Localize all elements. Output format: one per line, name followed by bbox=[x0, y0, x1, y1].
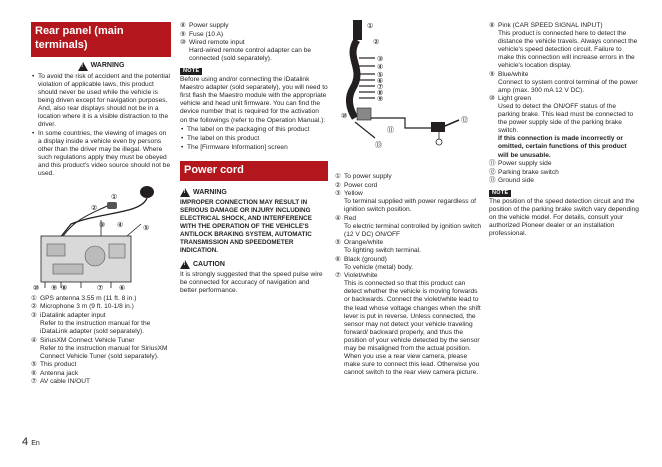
list-item: • The label on the packaging of this product bbox=[180, 126, 328, 134]
rear-panel-column bbox=[31, 22, 171, 387]
diagram-label: ⑩ bbox=[341, 113, 348, 120]
rear-panel-warning-title: ! WARNING bbox=[31, 62, 171, 71]
diagram-label: ⑤ bbox=[143, 224, 150, 232]
list-item: • The [Firmware Information] screen bbox=[180, 144, 328, 152]
list-item: • The label on this product bbox=[180, 135, 328, 143]
note-text: Before using and/or connecting the iDatalink Maestro adapter (sold separately), you will need to first flash the Maestro module with the appropriate vehicle and head unit firmware. You can find the device number that is required for the activation on the followings (refer to the Operation Manual.): bbox=[180, 76, 328, 124]
gps-antenna-shape bbox=[140, 186, 154, 198]
diagram-label: ⑥ bbox=[119, 284, 126, 292]
list-item: ⑥ Antenna jack bbox=[31, 369, 79, 377]
rear-panel-diagram bbox=[31, 184, 171, 292]
list-item: ⑤ This product bbox=[31, 361, 77, 369]
diagram-label: ⑤ bbox=[377, 72, 384, 79]
page-number: 4 En bbox=[22, 436, 40, 448]
diagram-label: ① bbox=[111, 193, 118, 201]
wire-legend-column-2 bbox=[489, 22, 639, 239]
power-cord-wiring-diagram bbox=[335, 18, 485, 168]
list-item: ⑪ Power supply side bbox=[489, 160, 552, 168]
list-item: ⑥ Black (ground) To vehicle (metal) body. bbox=[335, 255, 414, 271]
note-badge: NOTE bbox=[180, 68, 202, 76]
list-item: ⑫ Parking brake switch bbox=[489, 168, 559, 176]
diagram-label: ④ bbox=[117, 221, 124, 229]
notes-column bbox=[180, 22, 328, 297]
wire-legend bbox=[335, 173, 485, 377]
list-item: ⑧ Pink (CAR SPEED SIGNAL INPUT) This product is connected here to detect the distance the vehicle travels. Always connect the vehicle's speed detection circuit. Failure to make this connection will increase errors in the vehicle's location display. bbox=[489, 22, 638, 70]
diagram-label: ⑨ bbox=[377, 96, 384, 103]
list-item: ⑩ Light green Used to detect the ON/OFF status of the parking brake. This lead must be connected to the power supply side of the parking brake switch. If this connection is made incorrectly or omitted, certain functions of this product will be unusable. bbox=[489, 95, 634, 159]
rear-panel-warning-list bbox=[31, 73, 171, 178]
diagram-label: ③ bbox=[377, 56, 384, 63]
diagram-label: ⑦ bbox=[377, 84, 384, 91]
list-item: ⑤ Orange/white To lighting switch terminal. bbox=[335, 239, 421, 255]
diagram-label: ② bbox=[373, 39, 380, 46]
diagram-label: ③ bbox=[99, 221, 106, 229]
note-bullet-list bbox=[180, 126, 328, 152]
caution-title: ! CAUTION bbox=[180, 260, 328, 269]
diagram-label: ② bbox=[91, 204, 98, 212]
diagram-label: ⑧ bbox=[377, 90, 384, 97]
list-item: ③ iDatalink adapter input Refer to the instruction manual for the iDataLink adapter (sold separately). bbox=[31, 311, 151, 336]
diagram-label: ⑫ bbox=[461, 117, 468, 124]
diagram-label: ⑥ bbox=[377, 78, 384, 85]
microphone-shape bbox=[107, 202, 117, 209]
wire-legend-cont bbox=[489, 22, 639, 185]
caution-icon bbox=[180, 260, 190, 269]
list-item: ③ Yellow To terminal supplied with power regardless of ignition switch position. bbox=[335, 190, 476, 214]
wire-legend-column bbox=[335, 173, 485, 377]
list-item: ⑨ Fuse (10 A) bbox=[180, 30, 224, 38]
list-item: ⑦ Violet/white This is connected so that this product can detect whether the vehicle is moving forwards or backwards. Connect the violet/white lead to the lead whose voltage changes when the shift lever is put in reverse. Unless connected, the sensor may not detect your vehicle traveling forward/ backward properly, and thus the position of your vehicle detected by the sensor may be misaligned from the actual position. When you use a rear view camera, please make sure to connect this lead. Otherwise you cannot switch to the rear view camera picture. bbox=[335, 272, 481, 376]
caution-text: It is strongly suggested that the speed pulse wire be connected for accuracy of navigation and better performance. bbox=[180, 271, 323, 295]
list-item: ⑬ Ground side bbox=[489, 177, 534, 185]
note-text: The position of the speed detection circuit and the position of the parking brake switch vary depending on the vehicle model. For details, consult your authorized Pioneer dealer or an installation professional. bbox=[489, 198, 639, 238]
diagram-label: ⑦ bbox=[97, 284, 104, 292]
list-item: ⑦ AV cable IN/OUT bbox=[31, 378, 91, 386]
list-item: ⑩ Wired remote input Hard-wired remote control adapter can be connected (sold separately). bbox=[180, 39, 312, 63]
list-item: ⑨ Blue/white Connect to system control terminal of the power amp (max. 300 mA 12 V DC). bbox=[489, 70, 638, 94]
diagram-label: ⑧ bbox=[61, 284, 68, 292]
list-item: ① To power supply bbox=[335, 173, 392, 180]
note-badge: NOTE bbox=[489, 190, 511, 198]
rear-panel-legend-cont bbox=[180, 22, 328, 63]
diagram-label: ① bbox=[367, 23, 374, 30]
warning-icon bbox=[78, 62, 88, 71]
list-item: ② Power cord bbox=[335, 181, 378, 189]
list-item: ④ Red To electric terminal controlled by ignition switch (12 V DC) ON/OFF bbox=[335, 214, 482, 238]
warning-icon bbox=[180, 188, 190, 197]
rear-panel-heading: Rear panel (main terminals) bbox=[31, 22, 171, 57]
list-item: ④ SiriusXM Connect Vehicle Tuner Refer to the instruction manual for SiriusXM Connect Vehicle Tuner (sold separately). bbox=[31, 336, 168, 360]
diagram-label: ⑨ bbox=[51, 284, 58, 292]
rear-panel-legend bbox=[31, 295, 171, 386]
diagram-label: ④ bbox=[377, 64, 384, 71]
power-cord-heading: Power cord bbox=[180, 161, 328, 182]
list-item: ① GPS antenna 3.55 m (11 ft. 8 in.) bbox=[31, 294, 137, 302]
diagram-label: ⑪ bbox=[387, 127, 394, 134]
power-cord-warning-text: IMPROPER CONNECTION MAY RESULT IN SERIOUS DAMAGE OR INJURY INCLUDING ELECTRICAL SHOCK, AND INTERFERENCE WITH THE OPERATION OF THE VEHICLE'S ANTILOCK BRAKING SYSTEM, AUTOMATIC TRANSMISSION AND SPEEDOMETER INDICATION. bbox=[180, 199, 312, 254]
list-item: • In some countries, the viewing of images on a display inside a vehicle even by persons other than the driver may be illegal. Where such regulations apply they must be obeyed and this product's video source should not be used. bbox=[31, 130, 171, 178]
list-item: • To avoid the risk of accident and the potential violation of applicable laws, this product should never be used while the vehicle is being driven except for navigation purposes. And, also rear displays should not be in a location where it is a visible distraction to the driver. bbox=[31, 73, 171, 129]
list-item: ② Microphone 3 m (9 ft. 10-1/8 in.) bbox=[31, 303, 134, 311]
diagram-label: ⑩ bbox=[33, 284, 40, 292]
diagram-label: ⑬ bbox=[375, 142, 382, 149]
list-item: ⑧ Power supply bbox=[180, 22, 229, 29]
power-cord-warning-title: ! WARNING bbox=[180, 188, 328, 197]
